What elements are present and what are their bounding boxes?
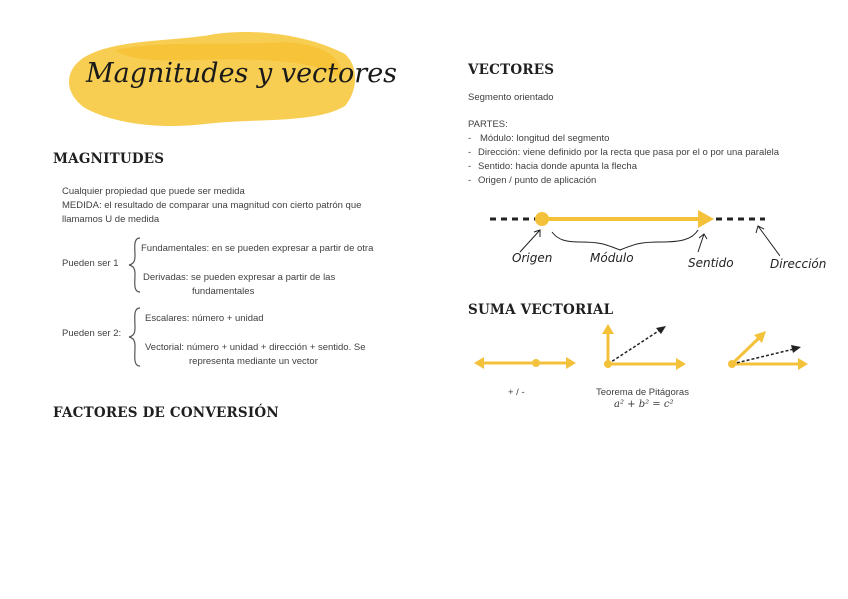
list-item: - Módulo: longitud del segmento [468,133,610,144]
sentido-label: Sentido [688,256,734,270]
brace-icon [128,236,142,294]
magnitud-definition: Cualquier propiedad que puede ser medida [62,186,245,197]
fundamentales-item: Fundamentales: en se pueden expresar a partir de otra [141,243,374,254]
conversion-heading: FACTORES DE CONVERSIÓN [53,405,279,421]
suma-heading: SUMA VECTORIAL [468,302,614,318]
vectorial-item-cont: representa mediante un vector [189,356,318,367]
vectores-subtitle: Segmento orientado [468,92,554,103]
partes-label: PARTES: [468,119,508,130]
group2-label: Pueden ser 2: [62,328,122,339]
medida-definition-cont: llamamos U de medida [62,214,160,225]
suma-diagram-angular [722,325,810,375]
direccion-label: Dirección [770,257,827,271]
modulo-label: Módulo [590,251,634,265]
list-item: - Origen / punto de aplicación [468,175,597,186]
group1-label: Pueden ser 1 [62,258,119,269]
suma-caption-pitagoras: Teorema de Pitágoras [596,387,689,398]
medida-definition: MEDIDA: el resultado de comparar una magnitud con cierto patrón que [62,200,362,211]
derivadas-item: Derivadas: se pueden expresar a partir de las [143,272,336,283]
escalares-item: Escalares: número + unidad [145,313,264,324]
magnitudes-heading: MAGNITUDES [53,151,165,167]
pitagoras-formula: a² + b² = c² [614,399,674,410]
list-item: - Sentido: hacia donde apunta la flecha [468,161,637,172]
suma-diagram-collinear [472,350,578,376]
list-item: - Dirección: viene definido por la recta que pasa por el o por una paralela [468,147,780,158]
brace-icon [128,306,142,368]
page-title: Magnitudes y vectores [86,58,398,89]
partes-list [468,132,779,188]
vectorial-item: Vectorial: número + unidad + dirección + sentido. Se [145,342,366,353]
suma-diagram-perpendicular [598,320,690,376]
suma-caption-plus-minus: + / - [508,387,525,398]
derivadas-item-cont: fundamentales [192,286,255,297]
vectores-heading: VECTORES [468,62,555,78]
origen-label: Origen [512,251,553,265]
